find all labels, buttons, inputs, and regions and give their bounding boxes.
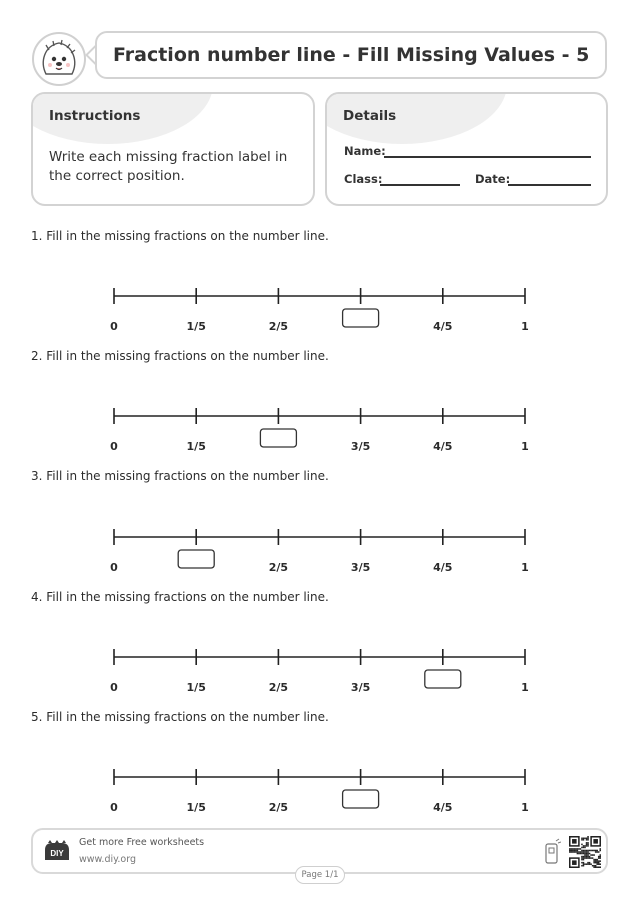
number-line-4 — [100, 639, 540, 699]
tick-label: 1/5 — [186, 801, 206, 814]
qr-module — [599, 866, 601, 868]
qr-module — [584, 850, 586, 852]
qr-module — [577, 850, 579, 852]
qr-finder-center — [572, 839, 577, 844]
tick-label: 1/5 — [186, 440, 206, 453]
qr-module — [572, 850, 574, 852]
qr-module — [590, 854, 592, 856]
qr-module — [587, 857, 589, 859]
qr-module — [598, 863, 600, 865]
qr-module — [577, 853, 579, 855]
qr-module — [583, 856, 585, 858]
qr-module — [575, 848, 577, 850]
tick-label: 4/5 — [433, 320, 453, 333]
qr-module — [599, 856, 601, 858]
qr-module — [589, 850, 591, 852]
qr-module — [583, 839, 585, 841]
qr-module — [581, 857, 583, 859]
qr-module — [586, 863, 588, 865]
tick-label: 1 — [521, 801, 529, 814]
qr-module — [599, 857, 601, 859]
qr-module — [574, 850, 576, 852]
qr-module — [583, 853, 585, 855]
qr-module — [583, 851, 585, 853]
qr-module — [578, 848, 580, 850]
qr-module — [578, 851, 580, 853]
qr-module — [583, 863, 585, 865]
details-card — [325, 92, 608, 206]
qr-module — [590, 857, 592, 859]
qr-module — [586, 856, 588, 858]
qr-module — [589, 856, 591, 858]
qr-module — [584, 845, 586, 847]
name-field[interactable] — [384, 156, 591, 158]
qr-module — [599, 850, 601, 852]
qr-module — [581, 838, 583, 840]
qr-module — [589, 862, 591, 864]
qr-module — [598, 866, 600, 868]
qr-module — [587, 851, 589, 853]
missing-answer-box[interactable] — [178, 550, 214, 568]
qr-module — [593, 860, 595, 862]
tick-label: 0 — [110, 320, 118, 333]
tick-label: 2/5 — [268, 801, 289, 814]
tick-label: 1/5 — [186, 681, 206, 694]
diy-logo-text: DIY — [50, 849, 64, 858]
qr-module — [583, 859, 585, 861]
phone-scan-icon — [543, 838, 561, 866]
qr-module — [584, 838, 586, 840]
qr-module — [596, 863, 598, 865]
qr-module — [581, 851, 583, 853]
qr-module — [599, 854, 601, 856]
question-1-prompt: 1. Fill in the missing fractions on the number line. — [31, 229, 329, 243]
qr-module — [596, 862, 598, 864]
qr-module — [584, 863, 586, 865]
qr-module — [598, 851, 600, 853]
qr-module — [569, 848, 571, 850]
qr-module — [587, 836, 589, 838]
qr-module — [590, 850, 592, 852]
question-2-prompt: 2. Fill in the missing fractions on the number line. — [31, 349, 329, 363]
qr-module — [581, 844, 583, 846]
tick-label: 3/5 — [350, 681, 371, 694]
missing-answer-box[interactable] — [260, 429, 296, 447]
qr-module — [589, 853, 591, 855]
qr-module — [581, 862, 583, 864]
question-3-prompt: 3. Fill in the missing fractions on the number line. — [31, 469, 329, 483]
qr-module — [587, 844, 589, 846]
qr-module — [599, 848, 601, 850]
title-box — [95, 31, 607, 79]
qr-module — [586, 851, 588, 853]
qr-module — [595, 866, 597, 868]
qr-finder-center — [593, 839, 598, 844]
qr-module — [583, 850, 585, 852]
number-line-5 — [100, 759, 540, 819]
qr-module — [596, 866, 598, 868]
missing-answer-box[interactable] — [343, 309, 379, 327]
qr-module — [586, 854, 588, 856]
qr-module — [593, 866, 595, 868]
qr-finder-center — [572, 860, 577, 865]
number-line-3 — [100, 519, 540, 579]
qr-module — [595, 862, 597, 864]
tick-label: 4/5 — [433, 801, 453, 814]
qr-module — [569, 851, 571, 853]
instructions-card — [31, 92, 315, 206]
qr-module — [569, 850, 571, 852]
qr-module — [593, 859, 595, 861]
qr-module — [581, 847, 583, 849]
qr-module — [587, 842, 589, 844]
qr-module — [595, 859, 597, 861]
tick-label: 1 — [521, 561, 529, 574]
qr-module — [575, 851, 577, 853]
qr-module — [595, 860, 597, 862]
qr-module — [584, 854, 586, 856]
qr-module — [587, 863, 589, 865]
tick-label: 1 — [521, 320, 529, 333]
mascot-avatar — [32, 32, 86, 86]
qr-module — [583, 838, 585, 840]
tick-label: 4/5 — [433, 561, 453, 574]
number-line-2 — [100, 398, 540, 458]
qr-module — [587, 850, 589, 852]
qr-module — [584, 857, 586, 859]
qr-module — [586, 857, 588, 859]
qr-module — [595, 865, 597, 867]
qr-module — [578, 853, 580, 855]
qr-module — [599, 860, 601, 862]
class-field[interactable] — [380, 184, 460, 186]
qr-module — [571, 851, 573, 853]
number-line-1 — [100, 278, 540, 338]
tick-label: 3/5 — [350, 440, 371, 453]
diy-logo-icon — [43, 840, 71, 862]
page-title: Fraction number line - Fill Missing Values - 5 — [113, 44, 590, 66]
tick-label: 2/5 — [268, 561, 289, 574]
qr-module — [592, 857, 594, 859]
tick-label: 2/5 — [268, 320, 289, 333]
qr-module — [581, 856, 583, 858]
tick-label: 3/5 — [350, 561, 371, 574]
qr-module — [583, 845, 585, 847]
qr-module — [595, 851, 597, 853]
qr-module — [584, 853, 586, 855]
details-title: Details — [343, 108, 397, 124]
qr-module — [586, 853, 588, 855]
qr-module — [583, 857, 585, 859]
qr-module — [580, 853, 582, 855]
qr-module — [595, 850, 597, 852]
qr-module — [587, 838, 589, 840]
tick-label: 0 — [110, 801, 118, 814]
qr-module — [584, 856, 586, 858]
tick-label: 1 — [521, 440, 529, 453]
name-label: Name: — [344, 144, 386, 158]
qr-module — [599, 863, 601, 865]
qr-module — [584, 847, 586, 849]
qr-module — [590, 863, 592, 865]
qr-module — [572, 851, 574, 853]
qr-module — [571, 850, 573, 852]
tick-label: 1 — [521, 681, 529, 694]
qr-module — [581, 839, 583, 841]
qr-module — [586, 845, 588, 847]
qr-module — [598, 857, 600, 859]
qr-module — [593, 850, 595, 852]
qr-module — [592, 865, 594, 867]
footer-promo: Get more Free worksheets — [79, 837, 205, 848]
tick-label: 0 — [110, 561, 118, 574]
question-4-prompt: 4. Fill in the missing fractions on the number line. — [31, 590, 329, 604]
qr-module — [598, 862, 600, 864]
date-field[interactable] — [508, 184, 591, 186]
qr-module — [589, 857, 591, 859]
page-indicator: Page 1/1 — [295, 866, 345, 884]
qr-code-icon[interactable] — [569, 836, 601, 868]
qr-module — [577, 848, 579, 850]
qr-module — [596, 850, 598, 852]
qr-module — [584, 851, 586, 853]
qr-module — [574, 851, 576, 853]
qr-module — [581, 850, 583, 852]
qr-module — [587, 862, 589, 864]
question-5-prompt: 5. Fill in the missing fractions on the number line. — [31, 710, 329, 724]
tick-label: 2/5 — [268, 681, 289, 694]
tick-label: 0 — [110, 681, 118, 694]
qr-module — [598, 860, 600, 862]
qr-module — [596, 851, 598, 853]
mascot-icon — [34, 34, 84, 84]
tick-label: 1/5 — [186, 320, 206, 333]
instructions-title: Instructions — [49, 108, 141, 124]
qr-module — [581, 853, 583, 855]
qr-module — [577, 851, 579, 853]
qr-module — [587, 839, 589, 841]
qr-module — [581, 865, 583, 867]
tick-label: 0 — [110, 440, 118, 453]
qr-module — [593, 862, 595, 864]
qr-module — [598, 856, 600, 858]
qr-module — [583, 862, 585, 864]
qr-module — [587, 853, 589, 855]
qr-module — [572, 848, 574, 850]
qr-module — [587, 845, 589, 847]
qr-module — [586, 842, 588, 844]
qr-module — [571, 848, 573, 850]
qr-module — [593, 854, 595, 856]
qr-module — [587, 854, 589, 856]
qr-module — [574, 848, 576, 850]
qr-module — [586, 850, 588, 852]
qr-module — [586, 838, 588, 840]
qr-module — [580, 851, 582, 853]
qr-module — [575, 850, 577, 852]
date-label: Date: — [475, 172, 511, 186]
qr-module — [596, 860, 598, 862]
qr-module — [583, 847, 585, 849]
qr-module — [580, 848, 582, 850]
qr-module — [589, 863, 591, 865]
qr-module — [583, 865, 585, 867]
qr-module — [586, 839, 588, 841]
qr-module — [596, 859, 598, 861]
class-label: Class: — [344, 172, 383, 186]
missing-answer-box[interactable] — [425, 670, 461, 688]
qr-module — [587, 856, 589, 858]
qr-module — [581, 859, 583, 861]
missing-answer-box[interactable] — [343, 790, 379, 808]
qr-module — [586, 844, 588, 846]
instructions-text: Write each missing fraction label in the correct position. — [49, 149, 288, 184]
qr-module — [593, 865, 595, 867]
qr-module — [592, 854, 594, 856]
qr-module — [592, 850, 594, 852]
tick-label: 4/5 — [433, 440, 453, 453]
footer-url[interactable]: www.diy.org — [79, 854, 136, 865]
